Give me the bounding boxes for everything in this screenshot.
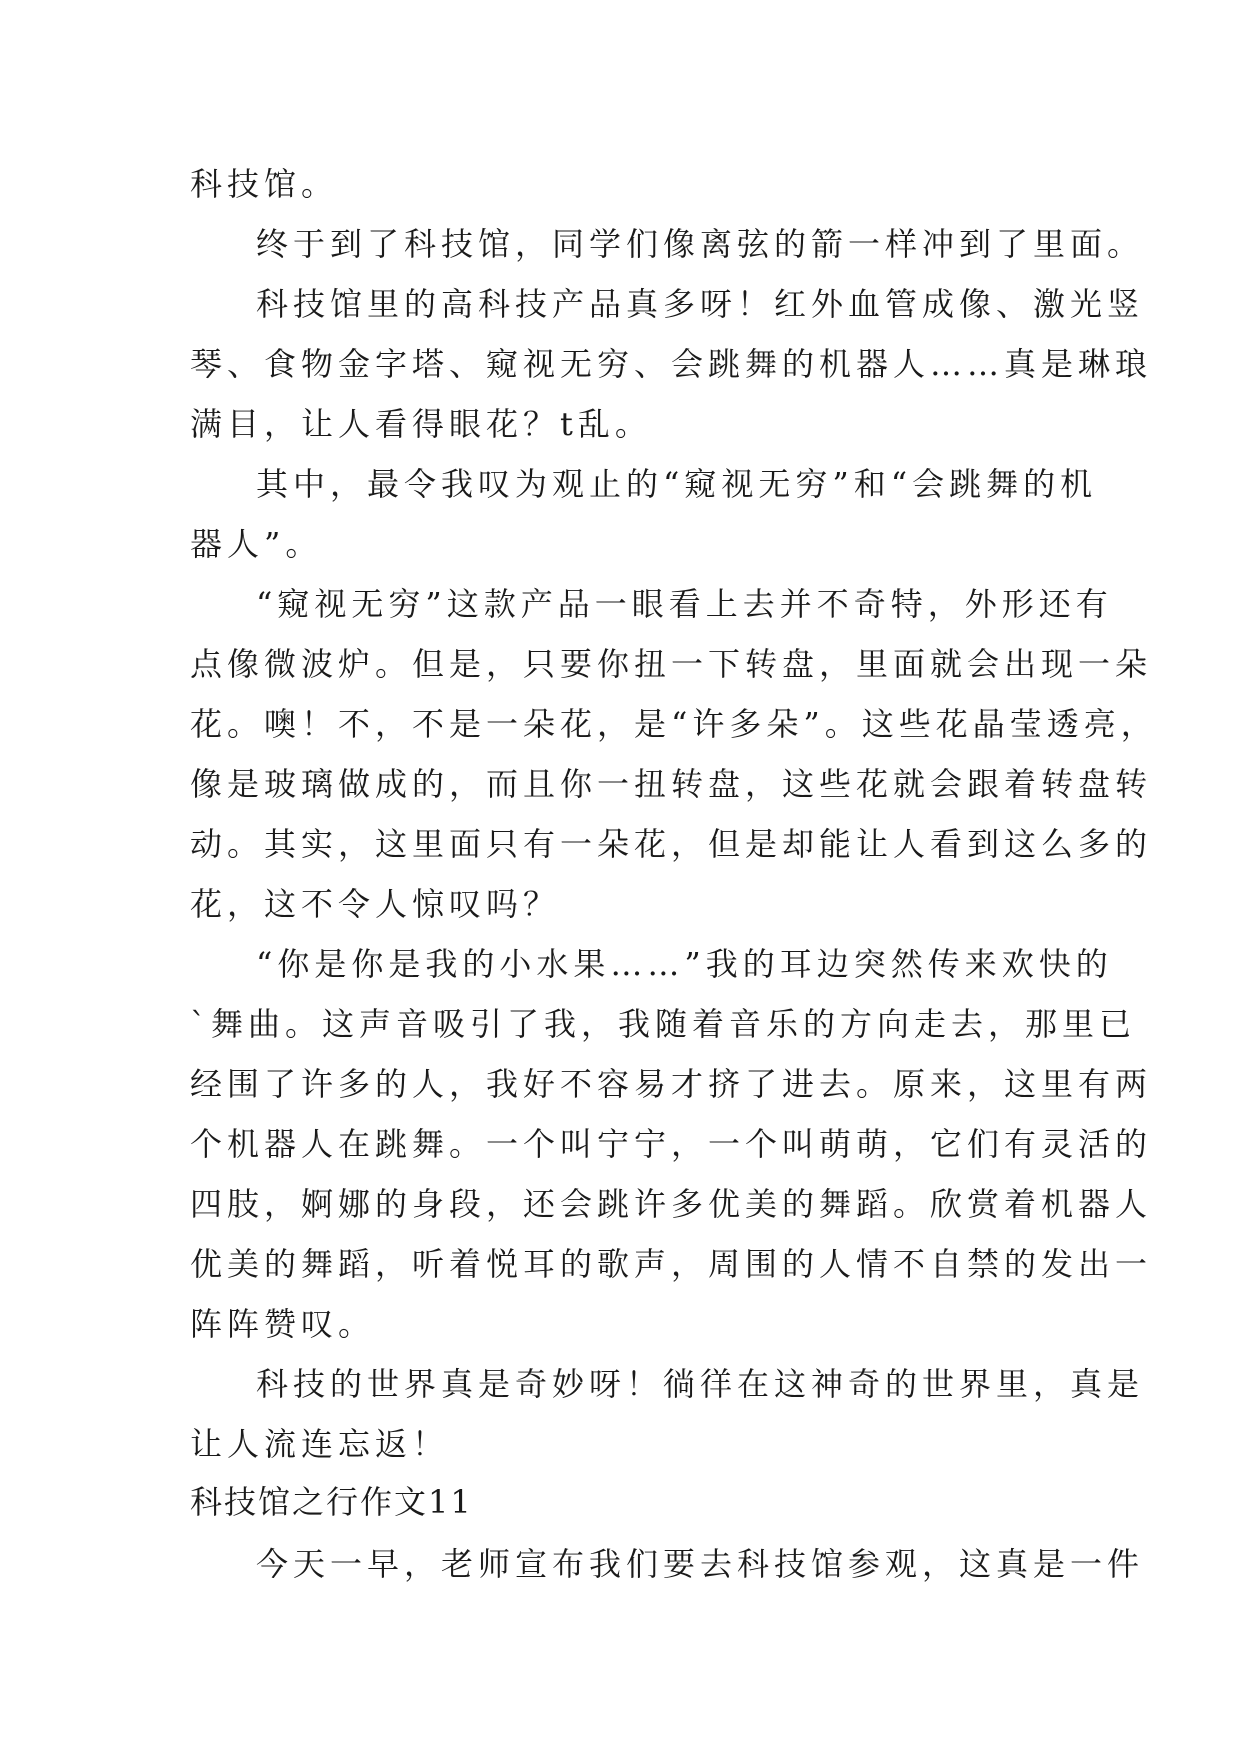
text-line: 经围了许多的人，我好不容易才挤了进去。原来，这里有两 bbox=[190, 1065, 1153, 1103]
text-line: 琴、食物金字塔、窥视无穷、会跳舞的机器人……真是琳琅 bbox=[190, 345, 1153, 383]
text-line: 满目，让人看得眼花？t乱。 bbox=[190, 405, 652, 443]
text-line: 今天一早，老师宣布我们要去科技馆参观，这真是一件 bbox=[256, 1545, 1145, 1583]
text-line: 终于到了科技馆，同学们像离弦的箭一样冲到了里面。 bbox=[256, 225, 1145, 263]
section-heading: 科技馆之行作文11 bbox=[190, 1483, 473, 1521]
text-line: 像是玻璃做成的，而且你一扭转盘，这些花就会跟着转盘转 bbox=[190, 765, 1153, 803]
text-line: “窥视无穷”这款产品一眼看上去并不奇特，外形还有 bbox=[256, 585, 1113, 623]
text-line: 让人流连忘返！ bbox=[190, 1425, 450, 1463]
text-line: 点像微波炉。但是，只要你扭一下转盘，里面就会出现一朵 bbox=[190, 645, 1153, 683]
text-line: 个机器人在跳舞。一个叫宁宁，一个叫萌萌，它们有灵活的 bbox=[190, 1125, 1153, 1163]
text-line: 器人”。 bbox=[190, 525, 323, 563]
text-line: “你是你是我的小水果……”我的耳边突然传来欢快的 bbox=[256, 945, 1113, 983]
text-line: 科技的世界真是奇妙呀！徜徉在这神奇的世界里，真是 bbox=[256, 1365, 1145, 1403]
text-line: 动。其实，这里面只有一朵花，但是却能让人看到这么多的 bbox=[190, 825, 1153, 863]
text-line: 花。噢！不，不是一朵花，是“许多朵”。这些花晶莹透亮， bbox=[190, 705, 1158, 743]
text-line: 阵阵赞叹。 bbox=[190, 1305, 376, 1343]
text-line: 科技馆里的高科技产品真多呀！红外血管成像、激光竖 bbox=[256, 285, 1145, 323]
text-line: 优美的舞蹈，听着悦耳的歌声，周围的人情不自禁的发出一 bbox=[190, 1245, 1153, 1283]
text-line: `舞曲。这声音吸引了我，我随着音乐的方向走去，那里已 bbox=[190, 1005, 1137, 1043]
text-line: 科技馆。 bbox=[190, 165, 339, 203]
text-line: 四肢，婀娜的身段，还会跳许多优美的舞蹈。欣赏着机器人 bbox=[190, 1185, 1153, 1223]
text-line: 花，这不令人惊叹吗？ bbox=[190, 885, 561, 923]
text-line: 其中，最令我叹为观止的“窥视无穷”和“会跳舞的机 bbox=[256, 465, 1098, 503]
